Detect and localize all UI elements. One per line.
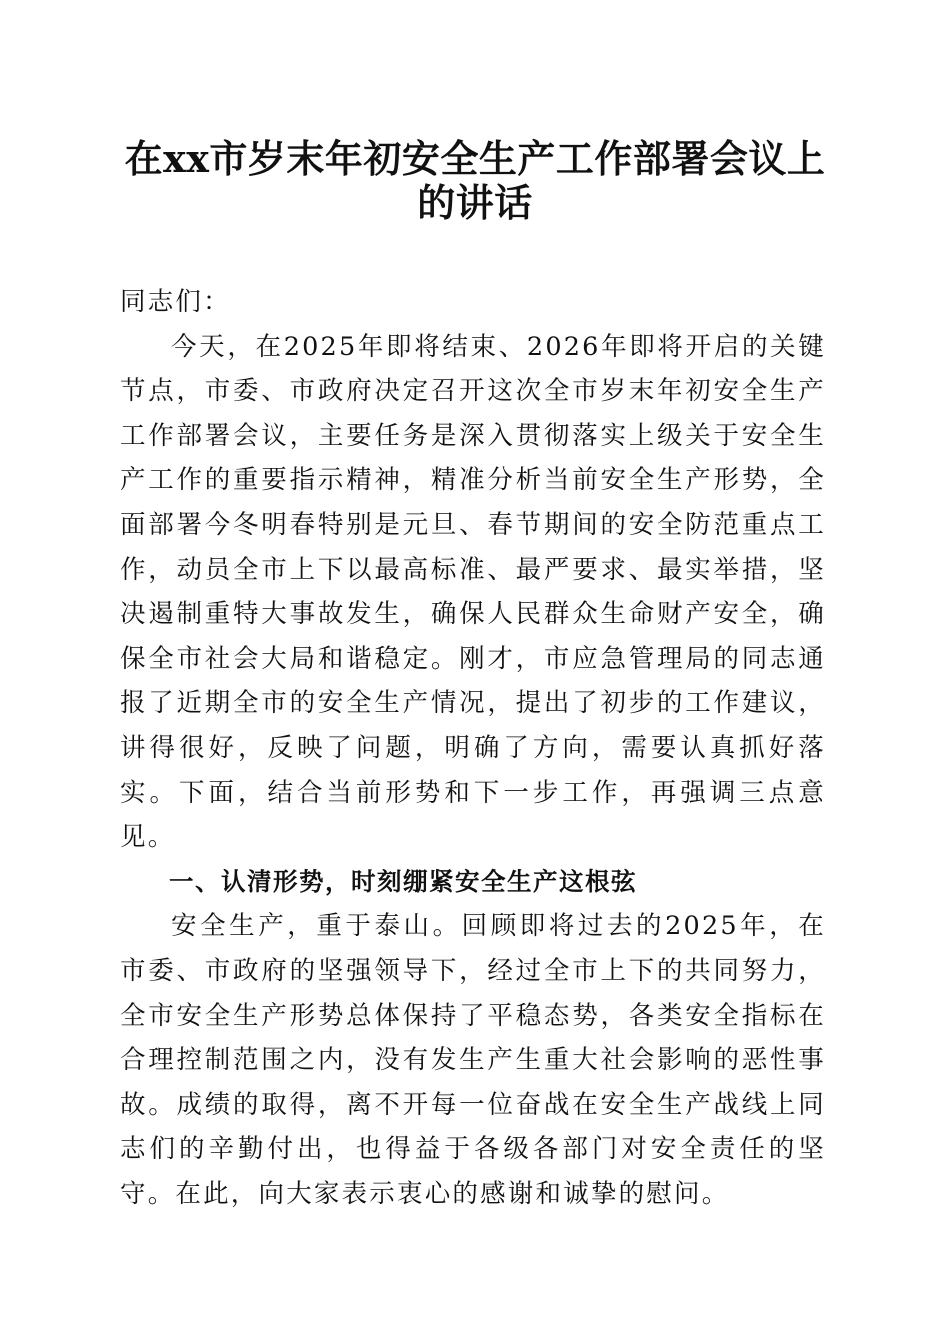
salutation: 同志们：	[120, 287, 231, 317]
section-heading: 一、认清形势，时刻绷紧安全生产这根弦	[169, 866, 637, 896]
document-title: 在xx市岁末年初安全生产工作部署会议上的讲话	[124, 136, 826, 225]
section-paragraph: 安全生产，重于泰山。回顾即将过去的2025年，在市委、市政府的坚强领导下，经过全市上下的共同努力，全市安全生产形势总体保持了平稳态势，各类安全指标在合理控制范围之内，没有发生产生重大社会影响的恶性事故。成绩的取得，离不开每一位奋战在安全生产战线上同志们的辛勤付出，也得益于各级各部门对安全责任的坚守。在此，向大家表示衷心的感谢和诚挚的慰问。	[120, 911, 826, 1209]
document-body	[120, 280, 826, 1216]
intro-paragraph: 今天，在2025年即将结束、2026年即将开启的关键节点，市委、市政府决定召开这次全市岁末年初安全生产工作部署会议，主要任务是深入贯彻落实上级关于安全生产工作的重要指示精神，精准分析当前安全生产形势，全面部署今冬明春特别是元旦、春节期间的安全防范重点工作，动员全市上下以最高标准、最严要求、最实举措，坚决遏制重特大事故发生，确保人民群众生命财产安全，确保全市社会大局和谐稳定。刚才，市应急管理局的同志通报了近期全市的安全生产情况，提出了初步的工作建议，讲得很好，反映了问题，明确了方向，需要认真抓好落实。下面，结合当前形势和下一步工作，再强调三点意见。	[120, 331, 826, 853]
